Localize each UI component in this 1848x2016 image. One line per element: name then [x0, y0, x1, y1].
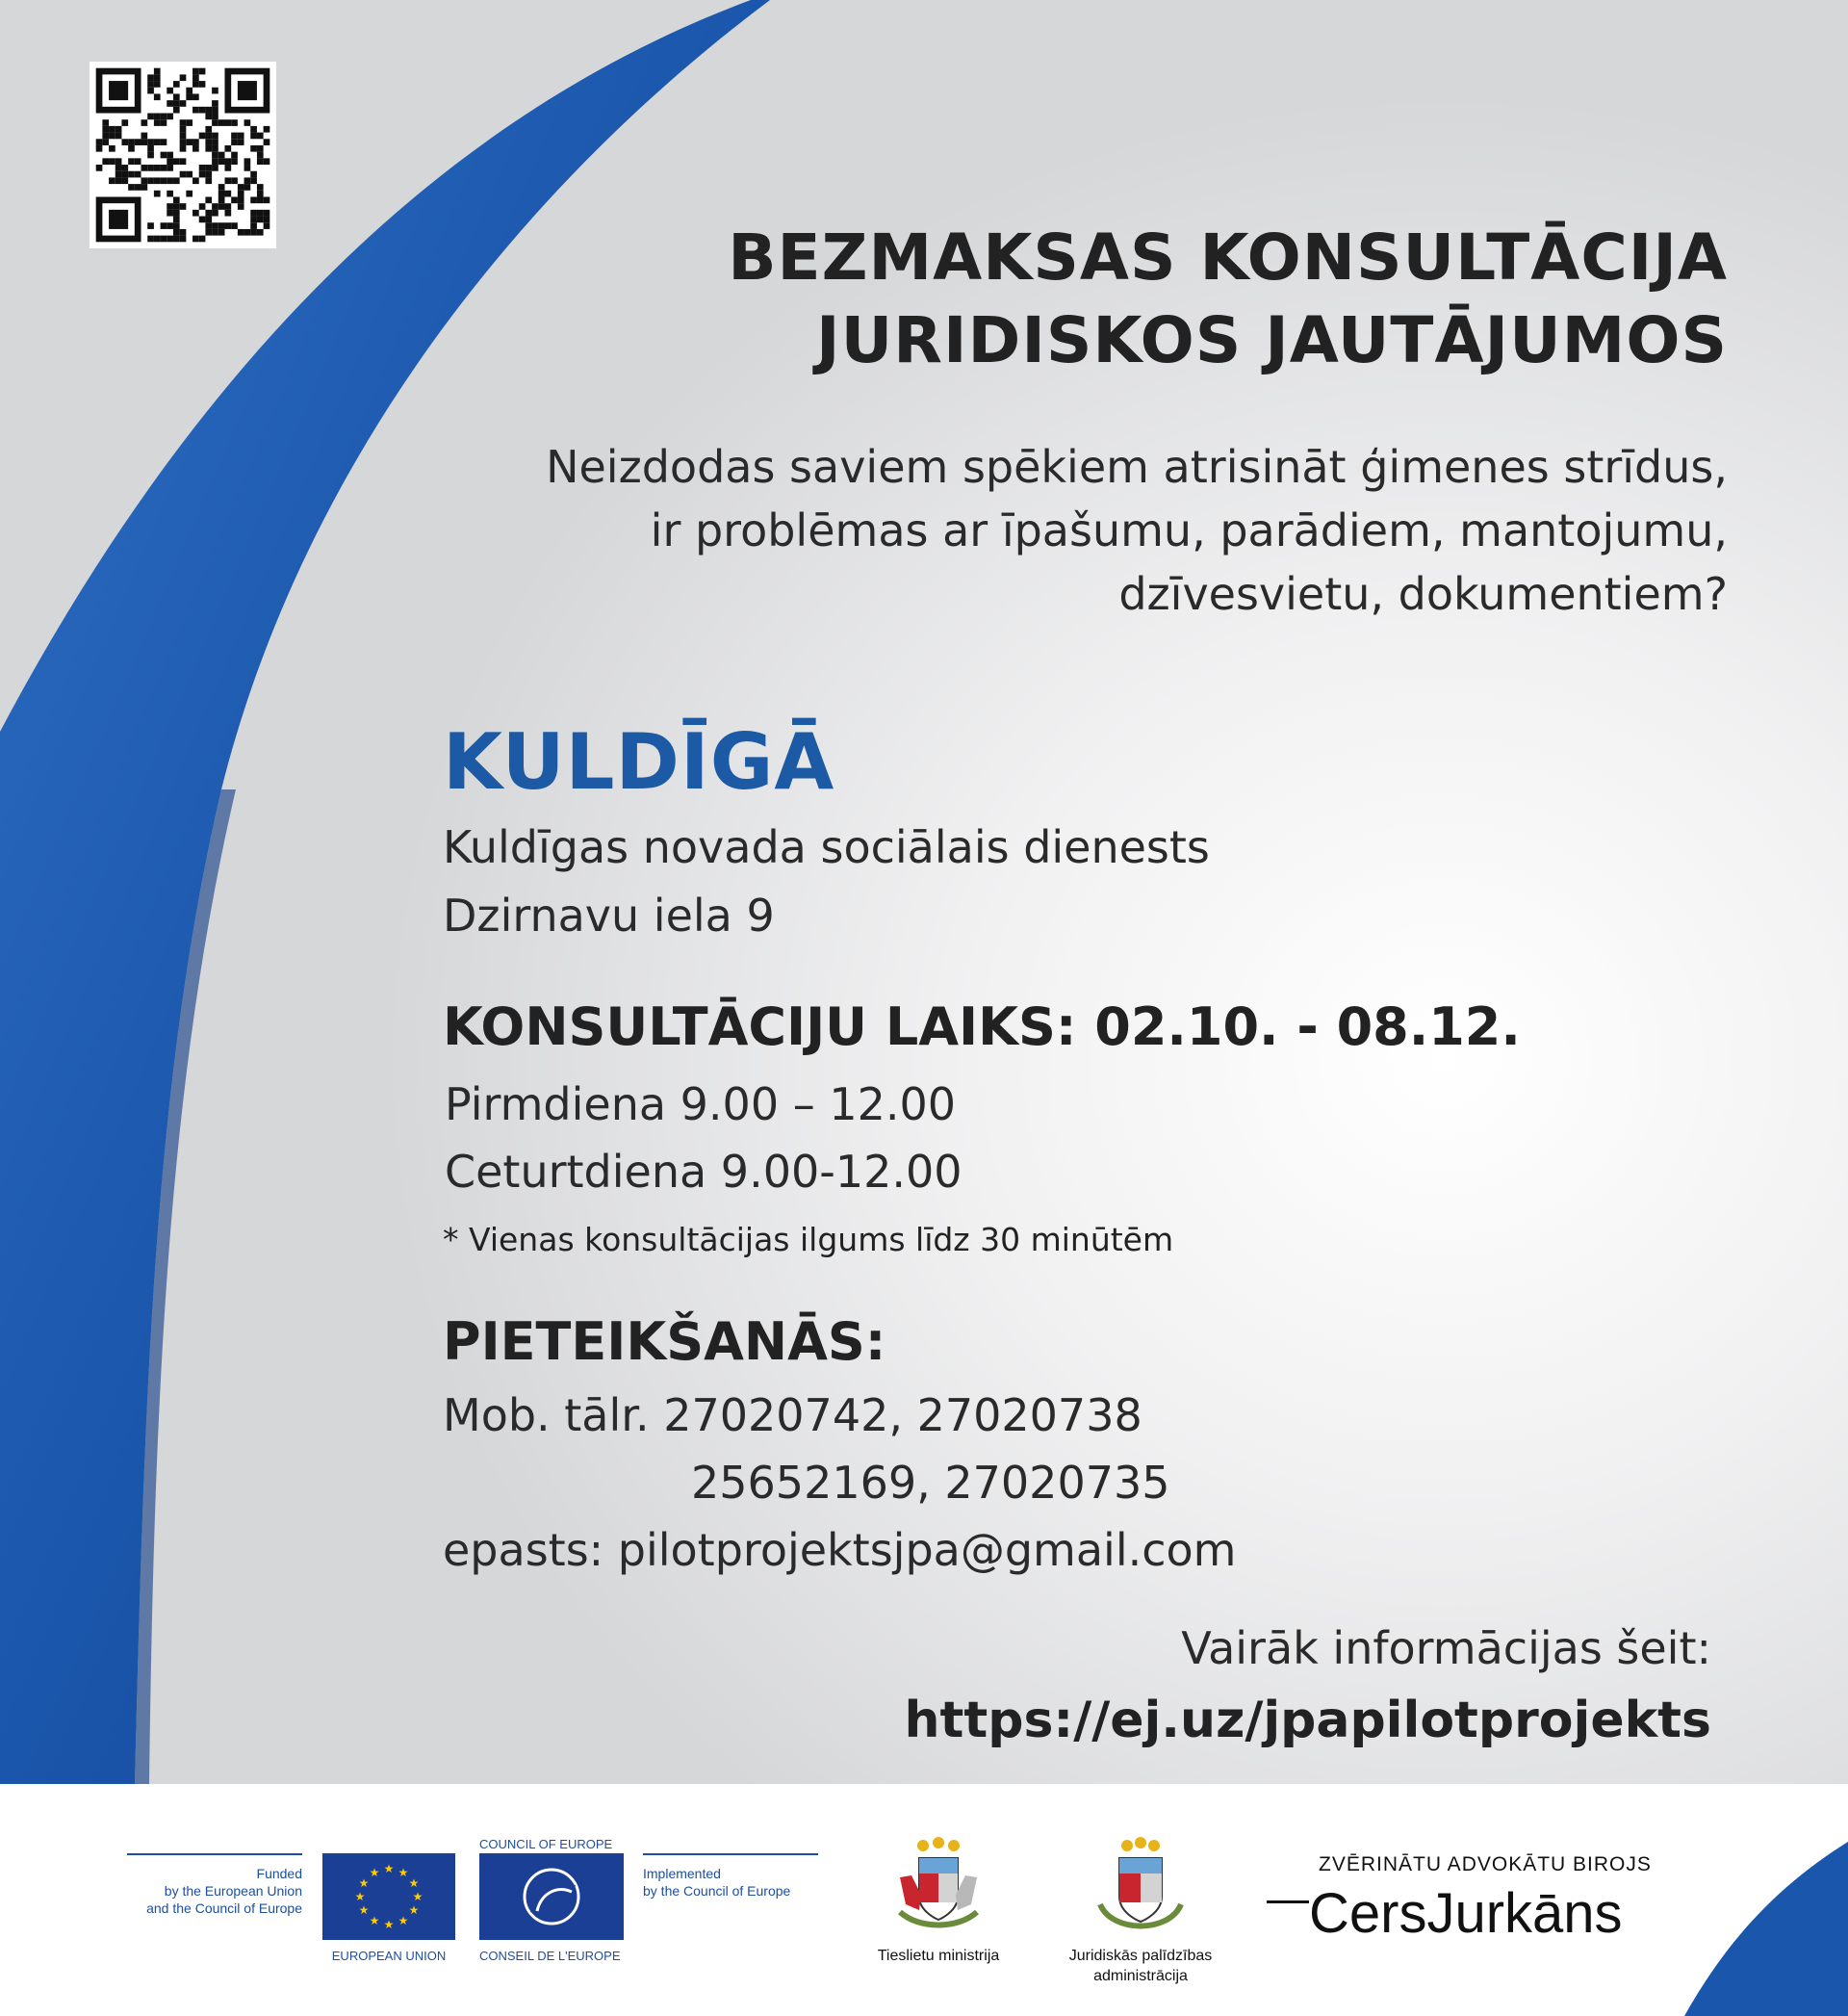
phone-numbers-line-2: 25652169, 27020735: [691, 1457, 1170, 1509]
intro-line-3: dzīvesvietu, dokumentiem?: [1118, 568, 1728, 620]
more-info-label: Vairāk informācijas šeit:: [1181, 1622, 1711, 1674]
headline-line-1: BEZMAKSAS KONSULTĀCIJA: [728, 220, 1728, 295]
headline: [728, 217, 1728, 382]
svg-text:★: ★: [358, 1903, 370, 1917]
intro-line-2: ir problēmas ar īpašumu, parādiem, mantojumu,: [650, 504, 1728, 556]
schedule-monday: Pirmdiena 9.00 – 12.00: [445, 1078, 957, 1130]
funded-line-2: by the European Union: [164, 1883, 302, 1899]
application-heading: PIETEIKŠANĀS:: [443, 1311, 886, 1372]
svg-text:★: ★: [354, 1890, 366, 1903]
svg-text:★: ★: [412, 1890, 424, 1903]
footer-logos: [0, 1784, 1848, 2016]
funded-by-text: [127, 1865, 302, 1917]
legal-aid-line-1: Juridiskās palīdzības: [1068, 1948, 1213, 1964]
legal-aid-coat-of-arms-icon: [1083, 1837, 1198, 1943]
intro-text: [546, 435, 1728, 626]
corner-blue-swoosh: [1578, 1784, 1848, 2016]
coe-bottom-label: CONSEIL DE L'EUROPE: [479, 1949, 621, 1963]
address: Dzirnavu iela 9: [443, 890, 775, 942]
legal-aid-line-2: administrācija: [1093, 1968, 1188, 1984]
svg-text:★: ★: [358, 1876, 370, 1890]
headline-line-2: JURIDISKOS JAUTĀJUMOS: [816, 303, 1728, 377]
svg-text:★: ★: [369, 1914, 380, 1927]
law-firm-label: ZVĒRINĀTU ADVOKĀTU BIROJS: [1319, 1853, 1652, 1875]
more-info-link[interactable]: https://ej.uz/jpapilotprojekts: [904, 1692, 1711, 1749]
phone-numbers-line-1: Mob. tālr. 27020742, 27020738: [443, 1389, 1142, 1441]
implemented-line-1: Implemented: [643, 1866, 721, 1881]
schedule-thursday: Ceturtdiena 9.00-12.00: [445, 1146, 962, 1198]
firm-logo-dash: [1267, 1900, 1309, 1903]
latvia-coat-of-arms-icon: [871, 1837, 1006, 1943]
consultation-time-heading: KONSULTĀCIJU LAIKS: 02.10. - 08.12.: [443, 996, 1521, 1057]
intro-line-1: Neizdodas saviem spēkiem atrisināt ģimenes strīdus,: [546, 441, 1728, 493]
svg-text:★: ★: [408, 1903, 420, 1917]
divider: [127, 1853, 302, 1855]
ministry-name: Tieslietu ministrija: [877, 1948, 1000, 1964]
implemented-by-text: [643, 1865, 826, 1900]
legal-aid-name: [1049, 1946, 1232, 1986]
svg-text:★: ★: [408, 1876, 420, 1890]
svg-text:★: ★: [383, 1918, 395, 1931]
svg-text:★: ★: [398, 1866, 409, 1879]
coe-top-label: COUNCIL OF EUROPE: [479, 1837, 613, 1851]
council-of-europe-icon: [479, 1853, 624, 1940]
implemented-line-2: by the Council of Europe: [643, 1883, 791, 1899]
city-title: KULDĪGĀ: [443, 717, 835, 807]
divider: [643, 1853, 818, 1855]
funded-line-3: and the Council of Europe: [146, 1900, 302, 1916]
eu-label: EUROPEAN UNION: [331, 1949, 447, 1963]
svg-text:★: ★: [369, 1866, 380, 1879]
eu-flag-icon: [322, 1853, 455, 1940]
qr-code-icon[interactable]: [90, 62, 276, 248]
email-contact: epasts: pilotprojektsjpa@gmail.com: [443, 1524, 1237, 1576]
law-firm-name: CersJurkāns: [1309, 1882, 1623, 1945]
organization-name: Kuldīgas novada sociālais dienests: [443, 821, 1210, 873]
svg-text:★: ★: [398, 1914, 409, 1927]
duration-note: * Vienas konsultācijas ilgums līdz 30 minūtēm: [443, 1221, 1174, 1258]
funded-line-1: Funded: [256, 1866, 302, 1881]
svg-text:★: ★: [383, 1862, 395, 1875]
